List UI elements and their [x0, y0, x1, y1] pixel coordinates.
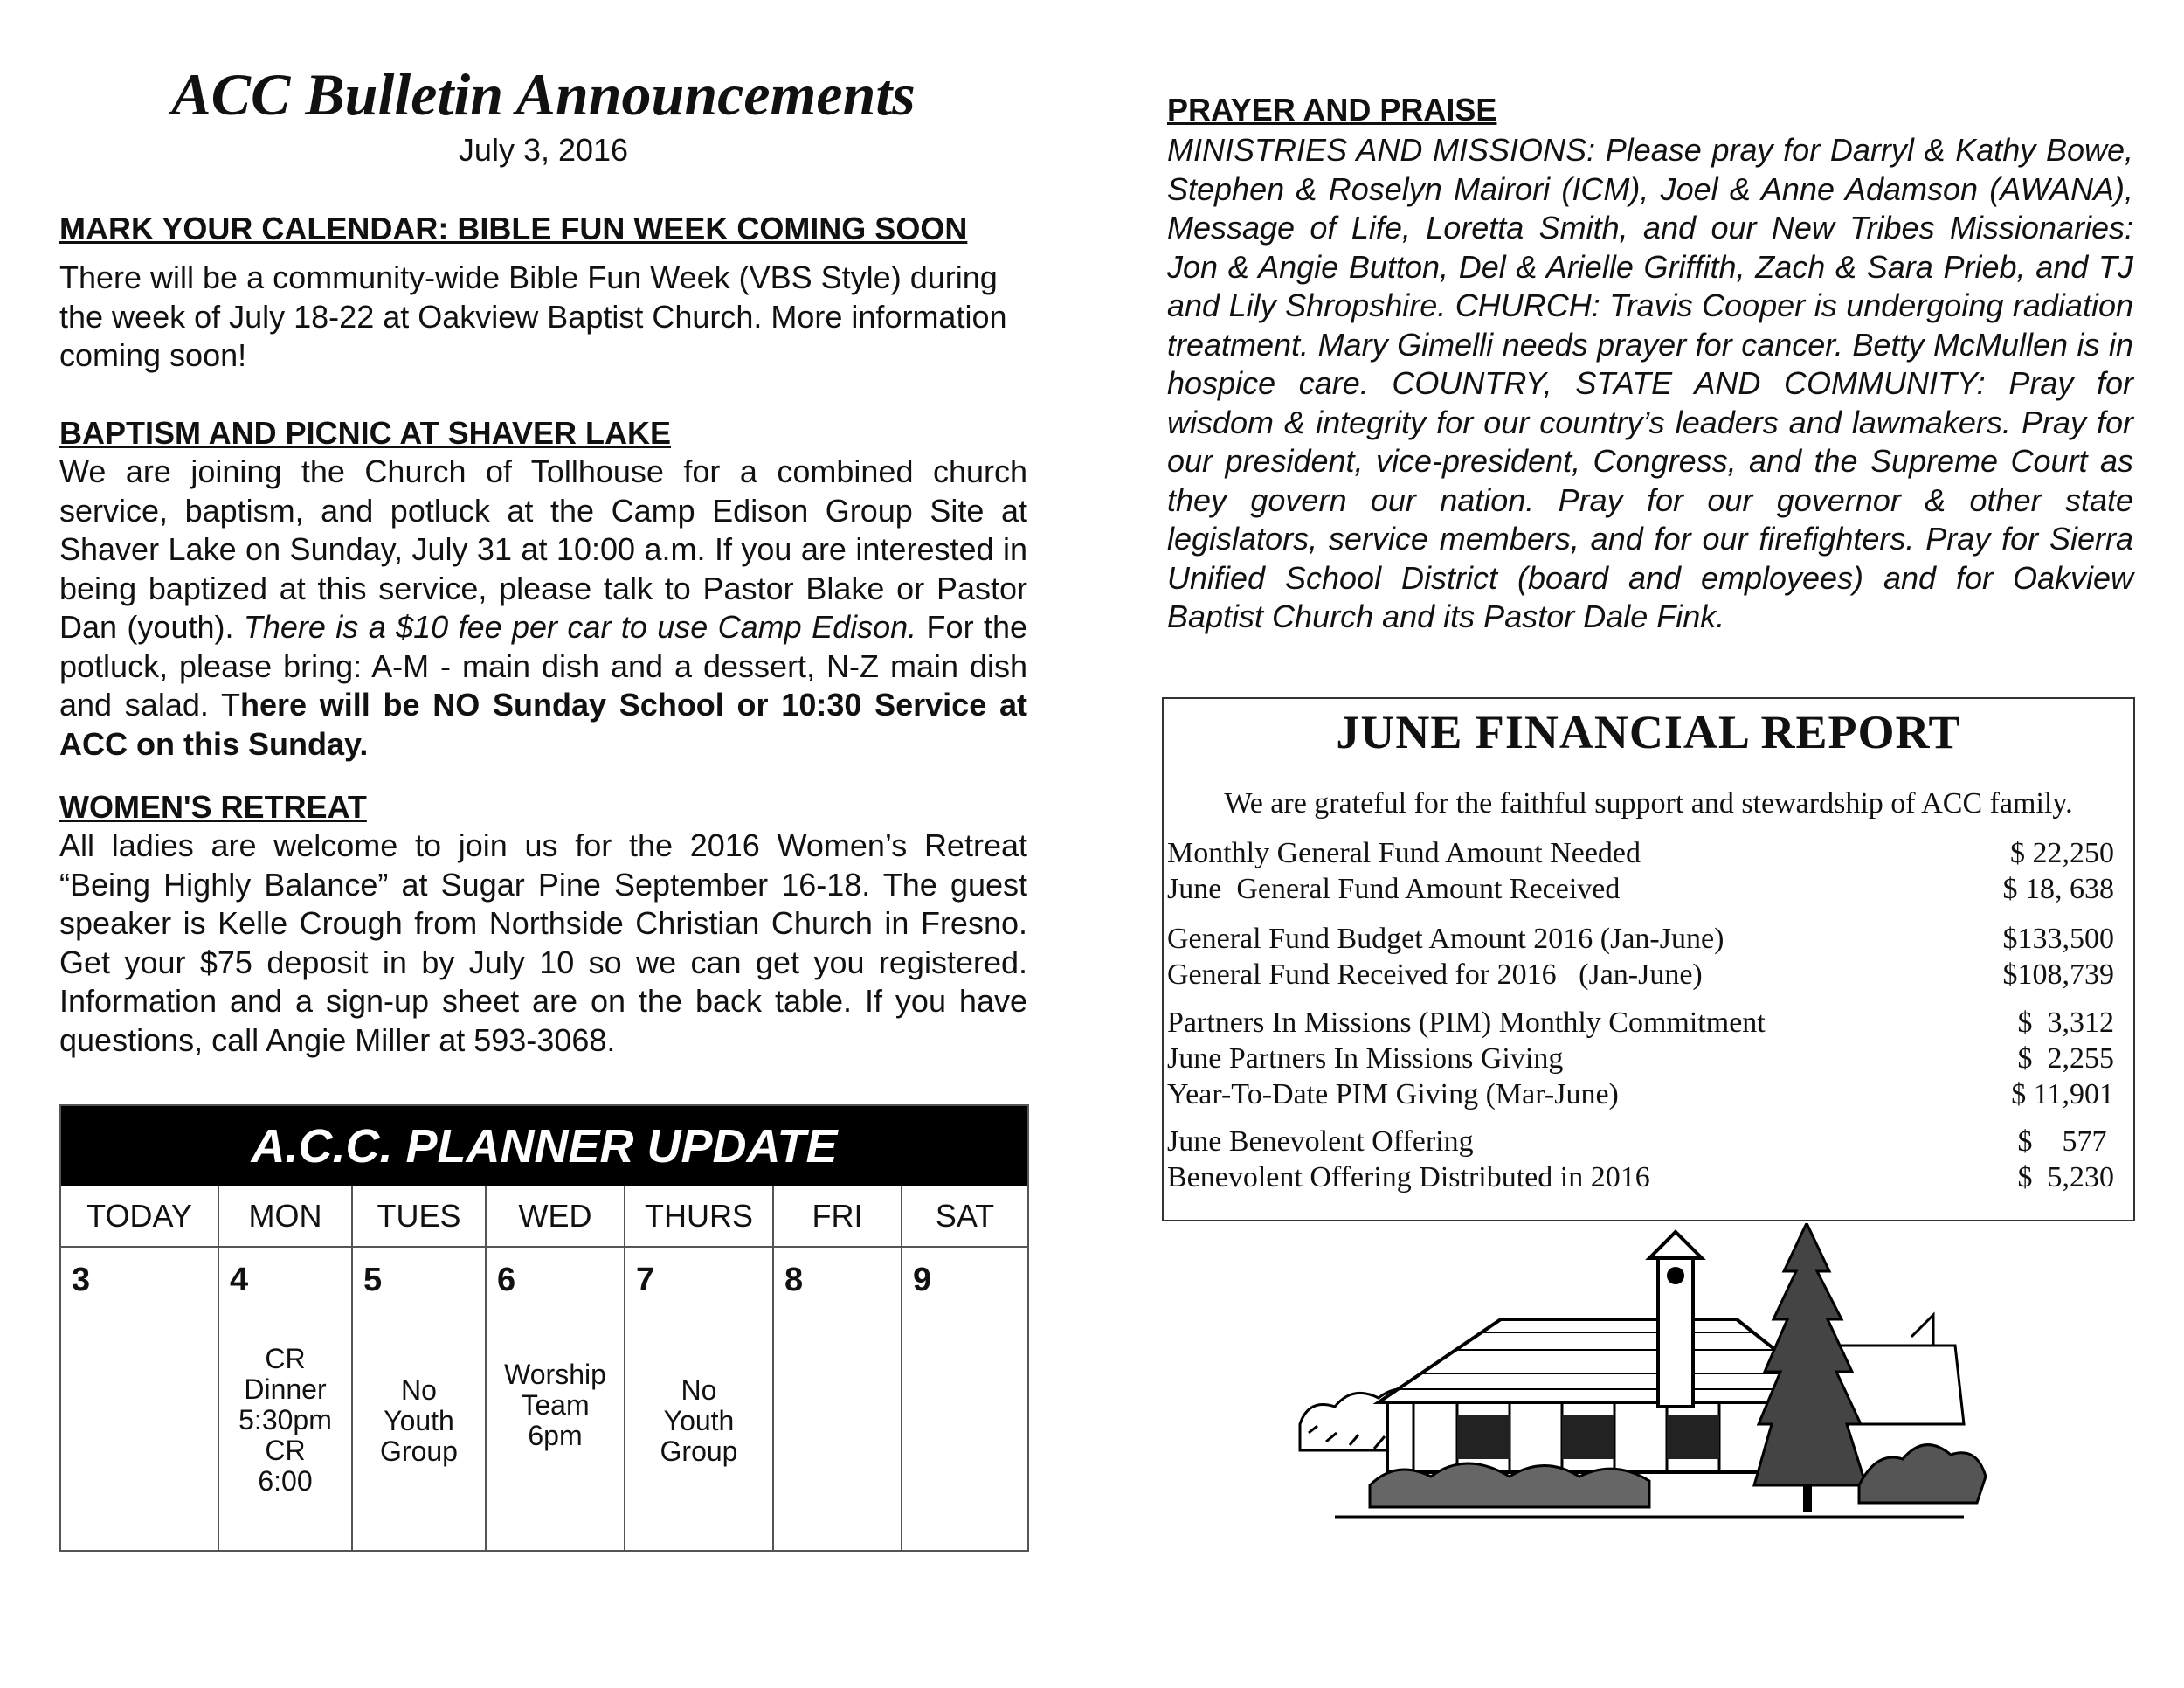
- report-group: [1167, 1005, 2114, 1112]
- planner-table: [59, 1104, 1029, 1552]
- event-line: Dinner: [244, 1373, 327, 1405]
- calendar-body: There will be a community-wide Bible Fun Week (VBS Style) during the week of July 18-22 at Oakview Baptist Church. More information coming soon!: [59, 259, 1007, 373]
- planner-grid: [61, 1186, 1027, 1550]
- baptism-potluck-text: For the potluck, please bring: A-M - main dish and a dessert, N-Z main dish and salad. T: [59, 609, 1027, 723]
- day-label: FRI: [773, 1186, 902, 1247]
- report-label: June Benevolent Offering: [1167, 1125, 1474, 1158]
- report-label: Monthly General Fund Amount Needed: [1167, 837, 1641, 869]
- day-label: TODAY: [61, 1186, 218, 1247]
- report-row: [1167, 1005, 2114, 1041]
- report-row: [1167, 871, 2114, 907]
- report-amount: $ 577: [2017, 1125, 2114, 1158]
- report-row: [1167, 957, 2114, 993]
- day-number: 6: [497, 1262, 516, 1298]
- day-number: 7: [636, 1262, 655, 1298]
- retreat-heading: WOMEN'S RETREAT: [59, 789, 367, 825]
- planner-header-row: [61, 1186, 1027, 1247]
- bulletin-title: ACC Bulletin Announcements: [171, 61, 916, 128]
- day-cell: [902, 1247, 1027, 1550]
- event-line: Group: [380, 1435, 458, 1467]
- financial-report: [1162, 697, 2135, 1221]
- report-amount: $ 5,230: [2017, 1161, 2114, 1193]
- report-row: [1167, 1041, 2114, 1076]
- event-line: Youth: [384, 1405, 454, 1436]
- day-number: 3: [72, 1262, 91, 1298]
- report-row: [1167, 1076, 2114, 1112]
- report-label: June Partners In Missions Giving: [1167, 1042, 1564, 1075]
- event-line: CR: [265, 1343, 306, 1374]
- day-event: [625, 1375, 772, 1467]
- report-amount: $ 3,312: [2017, 1007, 2114, 1039]
- report-label: Year-To-Date PIM Giving (Mar-June): [1167, 1078, 1619, 1110]
- day-number: 8: [784, 1262, 804, 1298]
- report-row: [1167, 835, 2114, 871]
- report-label: Benevolent Offering Distributed in 2016: [1167, 1161, 1650, 1193]
- baptism-no-service-note: here will be NO Sunday School or 10:30 Service at ACC on this Sunday.: [59, 687, 1027, 762]
- baptism-fee-note: There is a $10 fee per car to use Camp Edison.: [243, 609, 917, 645]
- baptism-body: [59, 453, 1027, 764]
- day-cell: [352, 1247, 486, 1550]
- report-group: [1167, 1124, 2114, 1195]
- planner-title: A.C.C. PLANNER UPDATE: [61, 1106, 1027, 1186]
- report-row: [1167, 1124, 2114, 1159]
- report-row: [1167, 921, 2114, 957]
- bulletin-date: July 3, 2016: [458, 132, 629, 168]
- calendar-section: [59, 210, 1027, 376]
- day-event: [487, 1359, 624, 1451]
- event-line: 6:00: [258, 1465, 313, 1497]
- day-label: TUES: [352, 1186, 486, 1247]
- day-label: THURS: [625, 1186, 773, 1247]
- event-line: Team: [521, 1389, 590, 1421]
- report-amount: $133,500: [2002, 923, 2114, 955]
- report-amount: $108,739: [2002, 958, 2114, 991]
- report-row: [1167, 1159, 2114, 1195]
- report-label: General Fund Budget Amount 2016 (Jan-June): [1167, 923, 1724, 955]
- day-number: 4: [230, 1262, 249, 1298]
- day-event: [219, 1344, 351, 1497]
- day-label: SAT: [902, 1186, 1027, 1247]
- event-line: Youth: [663, 1405, 735, 1436]
- event-line: CR: [265, 1435, 306, 1466]
- report-amount: $ 11,901: [2011, 1078, 2114, 1110]
- event-line: No: [681, 1374, 717, 1406]
- retreat-section: [59, 788, 1027, 1060]
- day-cell: [625, 1247, 773, 1550]
- day-label: MON: [218, 1186, 352, 1247]
- planner-day-row: [61, 1247, 1027, 1550]
- event-line: Worship: [504, 1359, 606, 1390]
- prayer-heading: PRAYER AND PRAISE: [1167, 92, 1497, 128]
- prayer-body: MINISTRIES AND MISSIONS: Please pray for Darryl & Kathy Bowe, Stephen & Roselyn Mairori (ICM), Joel & Anne Adamson (AWANA), Message of Life, Loretta Smith, and our New Tribes Missionaries: Jon & Angie Button, Del & Arielle Griffith, Zach & Sara Prieb, and TJ and Lily Shropshire. CHURCH: Travis Cooper is undergoing radiation treatment. Mary Gimelli needs prayer for cancer. Betty McMullen is in hospice care. COUNTRY, STATE AND COMMUNITY: Pray for wisdom & integrity for our country’s leaders and lawmakers. Pray for our president, vice-president, Congress, and the Supreme Court as they govern our nation. Pray for our governor & other state legislators, service members, and for our firefighters. Pray for Sierra Unified School District (board and employees) and for Oakview Baptist Church and its Pastor Dale Fink.: [1167, 132, 2133, 634]
- report-label: June General Fund Amount Received: [1167, 873, 1621, 905]
- baptism-section: [59, 414, 1027, 764]
- event-line: 6pm: [528, 1420, 583, 1451]
- report-label: General Fund Received for 2016 (Jan-June): [1167, 958, 1703, 991]
- retreat-body: All ladies are welcome to join us for the 2016 Women’s Retreat “Being Highly Balance” at Sugar Pine September 16-18. The guest speaker is Kelle Crough from Northside Christian Church in Fresno. Get your $75 deposit in by July 10 so we can get you registered. Information and a sign-up sheet are on the back table. If you have questions, call Angie Miller at 593-3068.: [59, 827, 1027, 1058]
- day-cell: [486, 1247, 625, 1550]
- event-line: 5:30pm: [238, 1404, 332, 1435]
- day-label: WED: [486, 1186, 625, 1247]
- church-illustration: [1282, 1223, 1999, 1534]
- report-amount: $ 18, 638: [2002, 873, 2114, 905]
- report-amount: $ 2,255: [2017, 1042, 2114, 1075]
- day-event: [353, 1375, 485, 1467]
- day-number: 9: [913, 1262, 932, 1298]
- report-title: JUNE FINANCIAL REPORT: [1336, 706, 1961, 758]
- baptism-heading: BAPTISM AND PICNIC AT SHAVER LAKE: [59, 415, 672, 451]
- day-cell: [218, 1247, 352, 1550]
- report-intro: We are grateful for the faithful support and stewardship of ACC family.: [1224, 787, 2073, 820]
- calendar-heading: MARK YOUR CALENDAR: BIBLE FUN WEEK COMING SOON: [59, 211, 968, 246]
- report-label: Partners In Missions (PIM) Monthly Commitment: [1167, 1007, 1766, 1039]
- report-group: [1167, 921, 2114, 993]
- day-cell: [773, 1247, 902, 1550]
- event-line: Group: [660, 1435, 738, 1467]
- baptism-body-text: We are joining the Church of Tollhouse for a combined church service, baptism, and potluck at the Camp Edison Group Site at Shaver Lake on Sunday, July 31 at 10:00 a.m. If you are interested in being baptized at this service, please talk to Pastor Blake or Pastor Dan (youth).: [59, 453, 1027, 645]
- day-number: 5: [363, 1262, 383, 1298]
- event-line: No: [401, 1374, 437, 1406]
- report-group: [1167, 835, 2114, 907]
- report-amount: $ 22,250: [2010, 837, 2114, 869]
- day-cell: [61, 1247, 218, 1550]
